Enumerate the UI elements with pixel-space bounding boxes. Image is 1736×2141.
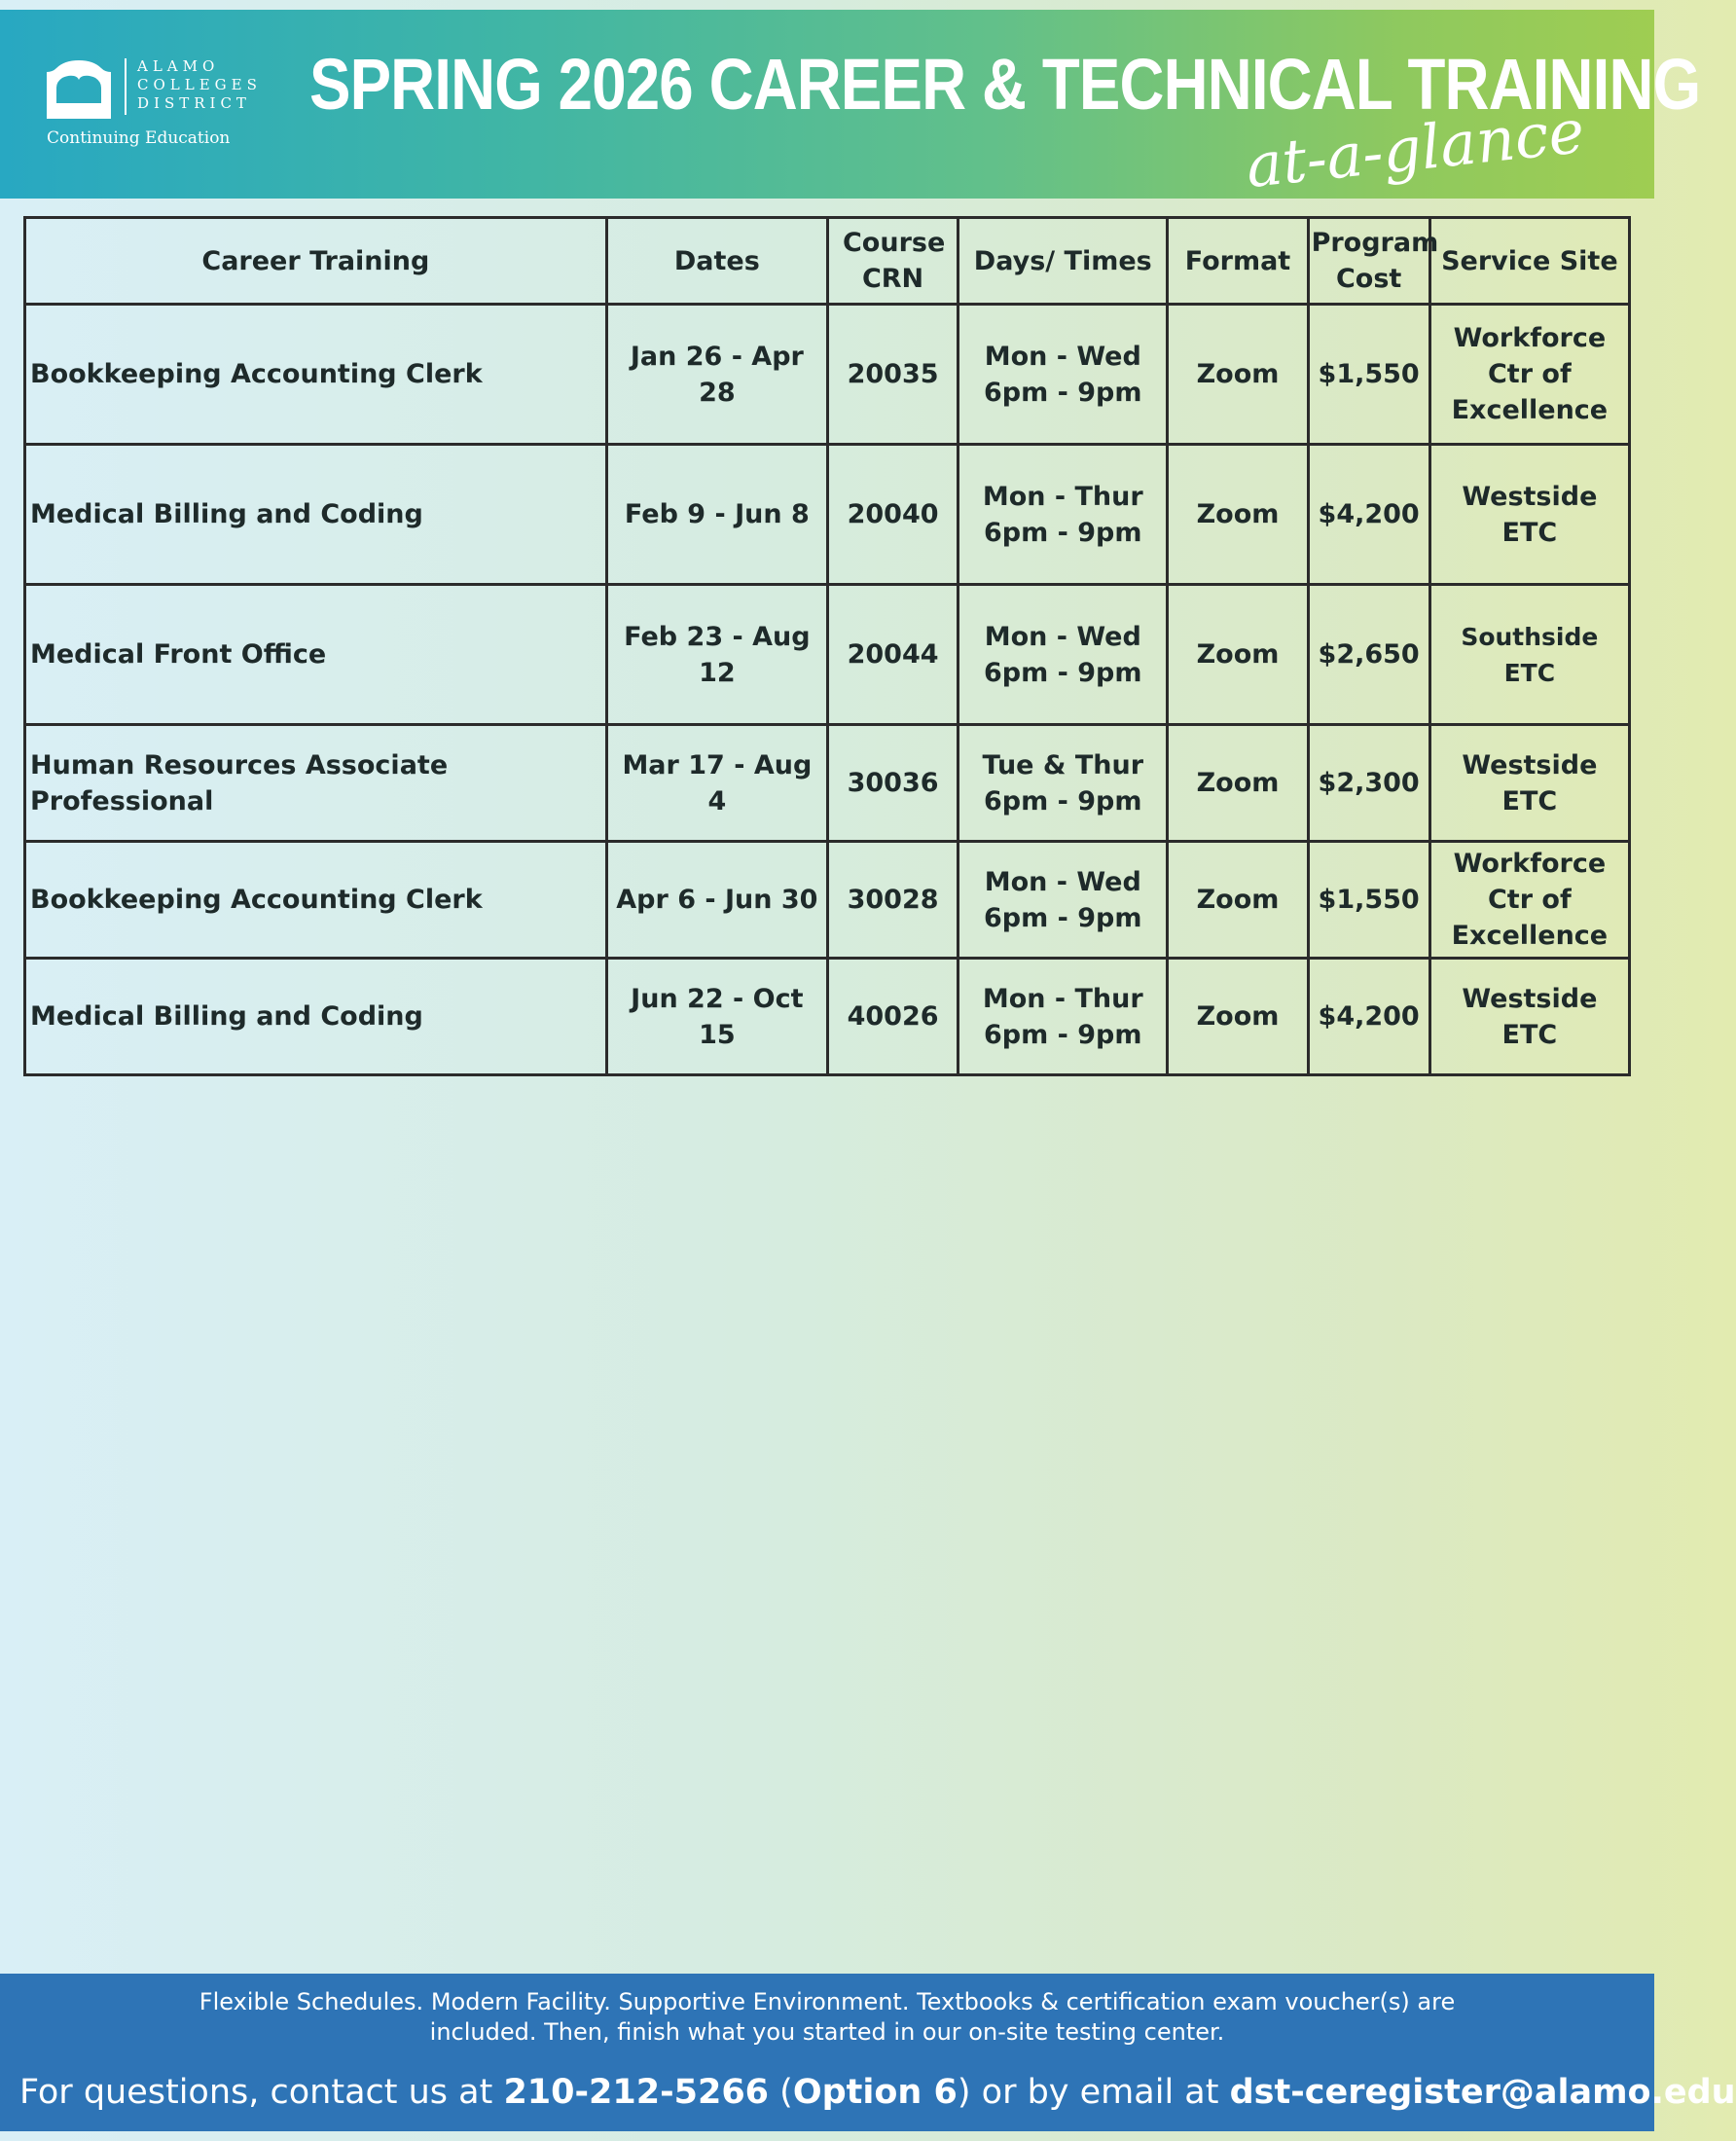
table-row [25,959,1630,1075]
dates-cell: Apr 6 - Jun 30 [606,842,827,959]
days-text: Mon - Wed [984,341,1141,372]
cost-cell: $2,300 [1308,725,1429,842]
page-title: SPRING 2026 CAREER & TECHNICAL TRAINING [309,44,1701,125]
times-text: 6pm - 9pm [984,377,1142,408]
crn-cell: 20035 [827,305,958,445]
days-times-cell [958,959,1168,1075]
days-times-cell [958,305,1168,445]
crn-cell: 20044 [827,585,958,725]
days-times-cell [958,725,1168,842]
header-banner [0,10,1701,202]
table-row [25,445,1630,585]
program-cell: Medical Billing and Coding [25,445,607,585]
program-cell: Medical Front Office [25,585,607,725]
cost-cell: $4,200 [1308,445,1429,585]
site-cell: Westside ETC [1429,959,1629,1075]
cost-cell: $1,550 [1308,305,1429,445]
training-schedule-table [23,216,1631,1076]
dates-cell: Mar 17 - Aug 4 [606,725,827,842]
table-row [25,842,1630,959]
program-cell: Human Resources Associate Professional [25,725,607,842]
crn-cell: 20040 [827,445,958,585]
program-cell: Medical Billing and Coding [25,959,607,1075]
phone-option: Option 6 [792,2073,958,2112]
logo-word: DISTRICT [137,94,251,112]
times-text: 6pm - 9pm [984,1019,1142,1050]
table-row [25,305,1630,445]
logo-subtitle: Continuing Education [47,128,231,148]
site-cell: Workforce Ctr of Excellence [1429,842,1629,959]
format-cell: Zoom [1168,445,1308,585]
column-header: Dates [606,218,827,305]
format-cell: Zoom [1168,842,1308,959]
days-times-cell [958,445,1168,585]
option-close: ) [957,2073,971,2112]
alamo-colleges-logo [47,51,280,158]
days-times-cell [958,842,1168,959]
table-row [25,725,1630,842]
days-text: Mon - Wed [984,866,1141,897]
logo-word: ALAMO [137,57,220,75]
crn-cell: 30028 [827,842,958,959]
crn-cell: 30036 [827,725,958,842]
logo-wordmark [137,57,262,113]
format-cell: Zoom [1168,725,1308,842]
option-open: ( [769,2073,793,2112]
site-cell: Westside ETC [1429,445,1629,585]
mission-arch-icon [47,58,111,119]
site-cell: Workforce Ctr of Excellence [1429,305,1629,445]
contact-prefix: For questions, contact us at [19,2073,504,2112]
email-link[interactable]: dst-ceregister@alamo.edu [1229,2073,1736,2112]
days-text: Mon - Thur [982,983,1143,1014]
dates-cell: Jun 22 - Oct 15 [606,959,827,1075]
page-subtitle: at-a-glance [1243,94,1588,202]
footer-banner [0,1974,1736,2131]
column-header: Days/ Times [958,218,1168,305]
footer-note: Flexible Schedules. Modern Facility. Supportive Environment. Textbooks & certification exam voucher(s) are included. Then, finish what you started in our on-site testing center. [199,1988,1456,2046]
cost-cell: $1,550 [1308,842,1429,959]
site-cell: Westside ETC [1429,725,1629,842]
days-text: Tue & Thur [982,749,1144,780]
column-header: Format [1168,218,1308,305]
column-header: Service Site [1429,218,1629,305]
table-header-row [25,218,1630,305]
times-text: 6pm - 9pm [984,657,1142,688]
dates-cell: Feb 23 - Aug 12 [606,585,827,725]
cost-cell: $2,650 [1308,585,1429,725]
days-times-cell [958,585,1168,725]
program-cell: Bookkeeping Accounting Clerk [25,305,607,445]
contact-line [19,2071,1736,2114]
crn-cell: 40026 [827,959,958,1075]
dates-cell: Feb 9 - Jun 8 [606,445,827,585]
times-text: 6pm - 9pm [984,785,1142,816]
site-cell: Southside ETC [1429,585,1629,725]
format-cell: Zoom [1168,585,1308,725]
cost-cell: $4,200 [1308,959,1429,1075]
logo-divider [125,58,127,115]
column-header: Program Cost [1308,218,1429,305]
format-cell: Zoom [1168,959,1308,1075]
days-text: Mon - Thur [982,481,1143,512]
column-header: Course CRN [827,218,958,305]
column-header: Career Training [25,218,607,305]
program-cell: Bookkeeping Accounting Clerk [25,842,607,959]
times-text: 6pm - 9pm [984,517,1142,548]
format-cell: Zoom [1168,305,1308,445]
logo-word: COLLEGES [137,76,262,93]
days-text: Mon - Wed [984,621,1141,652]
dates-cell: Jan 26 - Apr 28 [606,305,827,445]
phone-number[interactable]: 210-212-5266 [503,2073,770,2112]
table-row [25,585,1630,725]
email-prefix: or by email at [970,2073,1230,2112]
times-text: 6pm - 9pm [984,902,1142,933]
